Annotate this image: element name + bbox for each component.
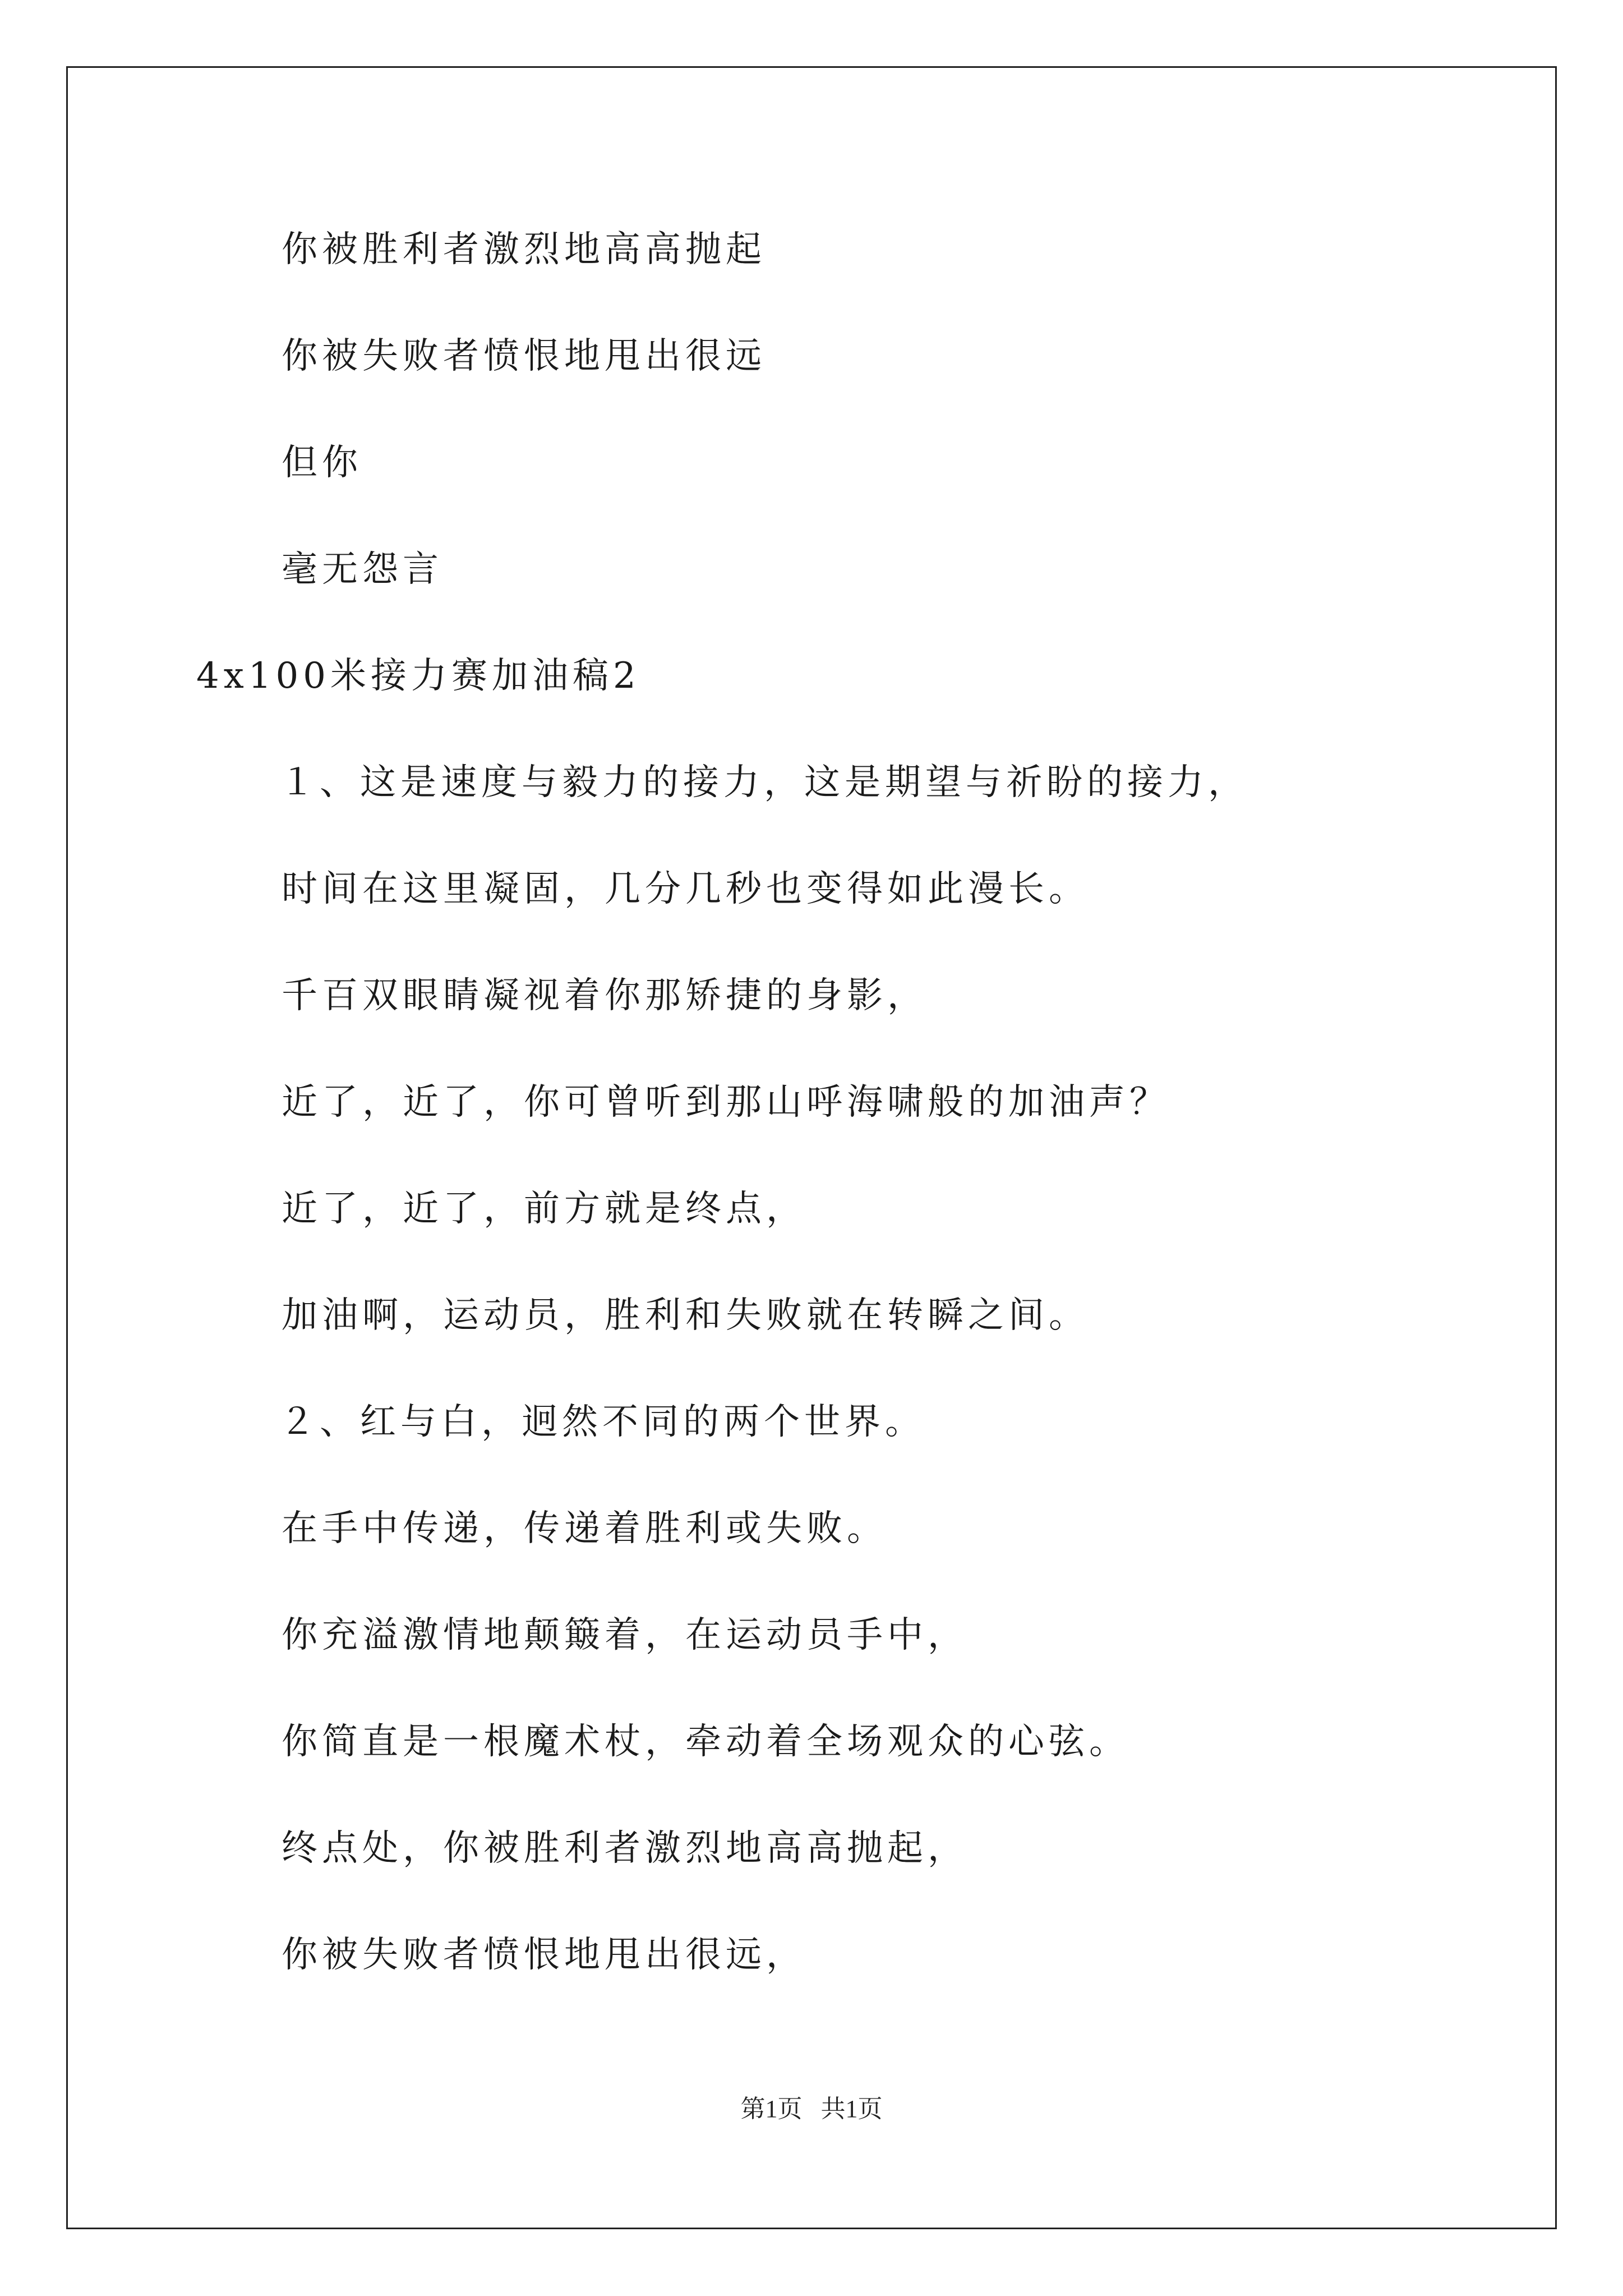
section-title: 4x100米接力赛加油稿2 <box>196 655 640 697</box>
body-line: 千百双眼睛凝视着你那矫捷的身影， <box>282 975 928 1016</box>
page-number-footer: 第1页 共1页 <box>740 2095 883 2123</box>
poem-line: 你被胜利者激烈地高高抛起 <box>282 229 766 270</box>
body-line: ２、红与白，迥然不同的两个世界。 <box>279 1401 925 1443</box>
page-border <box>66 66 1557 2229</box>
poem-line: 你被失败者愤恨地甩出很远 <box>282 335 766 377</box>
body-line: 终点处，你被胜利者激烈地高高抛起， <box>282 1828 968 1869</box>
body-line: 加油啊，运动员，胜利和失败就在转瞬之间。 <box>282 1295 1089 1336</box>
poem-line: 但你 <box>282 442 362 484</box>
body-line: 近了，近了，前方就是终点， <box>282 1188 806 1230</box>
poem-line: 毫无怨言 <box>282 549 443 590</box>
body-line: 你被失败者愤恨地甩出很远， <box>282 1934 806 1976</box>
body-line: 近了，近了，你可曾听到那山呼海啸般的加油声？ <box>282 1082 1170 1123</box>
body-line: １、这是速度与毅力的接力，这是期望与祈盼的接力， <box>279 762 1248 803</box>
body-line: 在手中传递，传递着胜利或失败。 <box>282 1508 887 1549</box>
body-line: 时间在这里凝固，几分几秒也变得如此漫长。 <box>282 868 1089 910</box>
body-line: 你简直是一根魔术杖，牵动着全场观众的心弦。 <box>282 1721 1129 1763</box>
body-line: 你充溢激情地颠簸着，在运动员手中， <box>282 1614 968 1656</box>
